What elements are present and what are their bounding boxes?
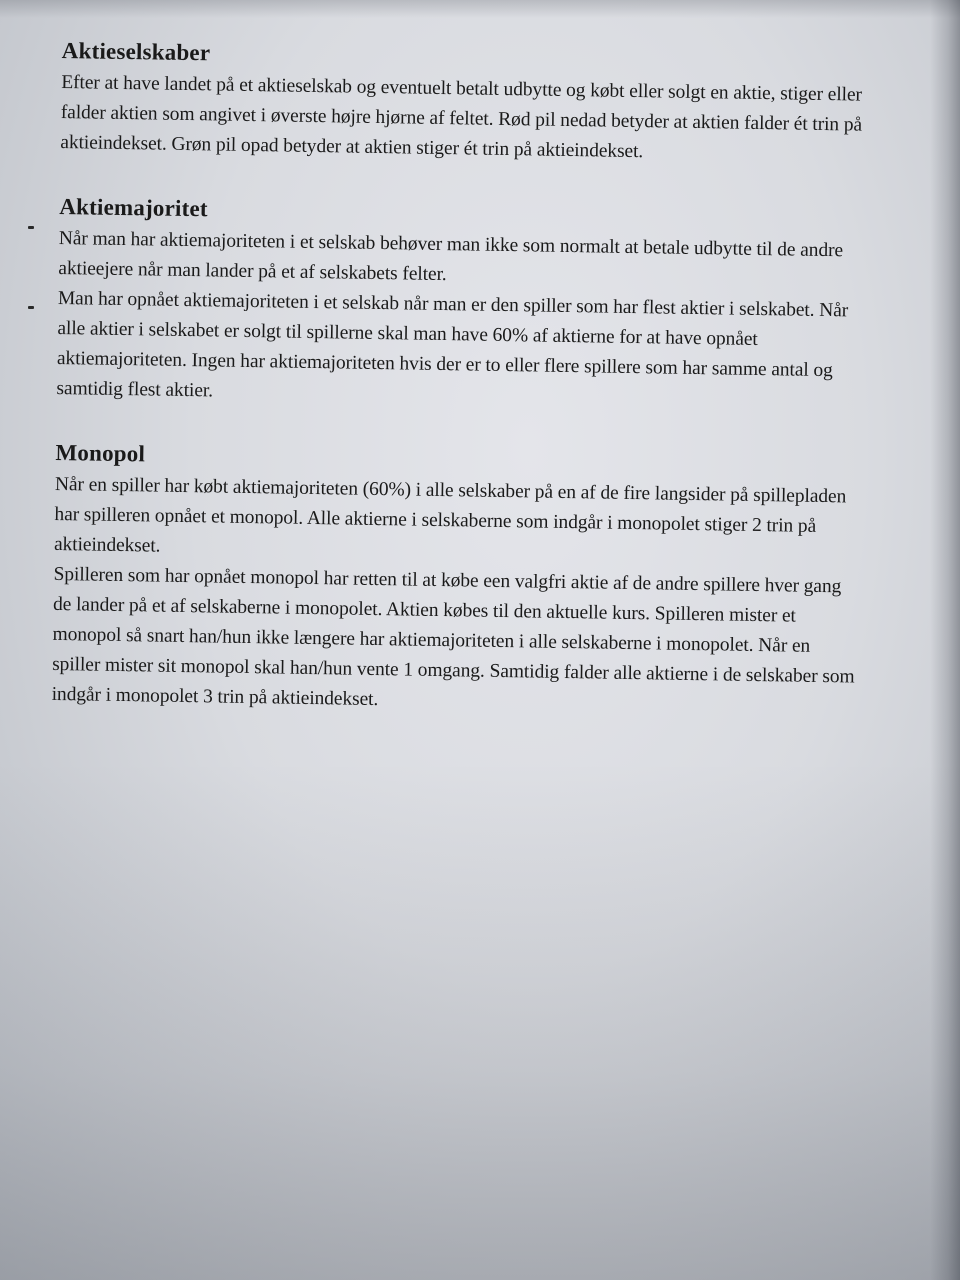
section-paragraph: Når en spiller har købt aktiemajoriteten (60%) i alle selskaber på en af de fire langsider på spillepladen har spilleren opnået et monopol. Alle aktierne i selskaberne som indgår i monopolet stiger 2 trin på aktieindekset. (53, 473, 847, 557)
page-top-shadow (0, 0, 960, 18)
section-aktieselskaber (60, 38, 872, 171)
margin-mark (28, 306, 34, 309)
section-paragraph: Efter at have landet på et aktieselskab og eventuelt betalt udbytte og købt eller solgt en aktie, stiger eller falder aktien som angivet i øverste højre hjørne af feltet. Rød pil nedad betyder at aktien falder ét trin på aktieindekset. Grøn pil opad betyder at aktien stiger ét trin på aktieindekset. (60, 71, 863, 163)
section-aktiemajoritet (56, 194, 869, 417)
document-content (51, 38, 872, 759)
section-paragraph: Spilleren som har opnået monopol har retten til at købe een valgfri aktie af de andre spillere hver gang de lander på et af selskaberne i monopolet. Aktien købes til den aktuelle kurs. Spilleren mister et monopol så snart han/hun ikke længere har aktiemajoriteten i alle selskaberne i monopolet. Når en spiller mister sit monopol skal han/hun vente 1 omgang. Samtidig falder alle aktierne i de selskaber som indgår i monopolet 3 trin på aktieindekset. (51, 563, 855, 711)
margin-mark (28, 226, 34, 229)
section-heading: Monopol (55, 439, 146, 467)
page-right-edge (930, 0, 960, 1280)
section-monopol (51, 440, 865, 723)
section-heading: Aktieselskaber (61, 38, 211, 66)
section-paragraph: Når man har aktiemajoriteten i et selskab behøver man ikke som normalt at betale udbytte til de andre aktieejere når man lander på et af selskabets felter. (58, 227, 844, 286)
section-paragraph: Man har opnået aktiemajoriteten i et selskab når man er den spiller som har flest aktier i selskabet. Når alle aktier i selskabet er solgt til spillerne skal man have 60% af aktierne for at have opnået aktiemajoriteten. Ingen har aktiemajoriteten hvis der er to eller flere spillere som har samme antal og samtidig flest aktier. (56, 287, 849, 402)
section-heading: Aktiemajoritet (59, 193, 208, 222)
